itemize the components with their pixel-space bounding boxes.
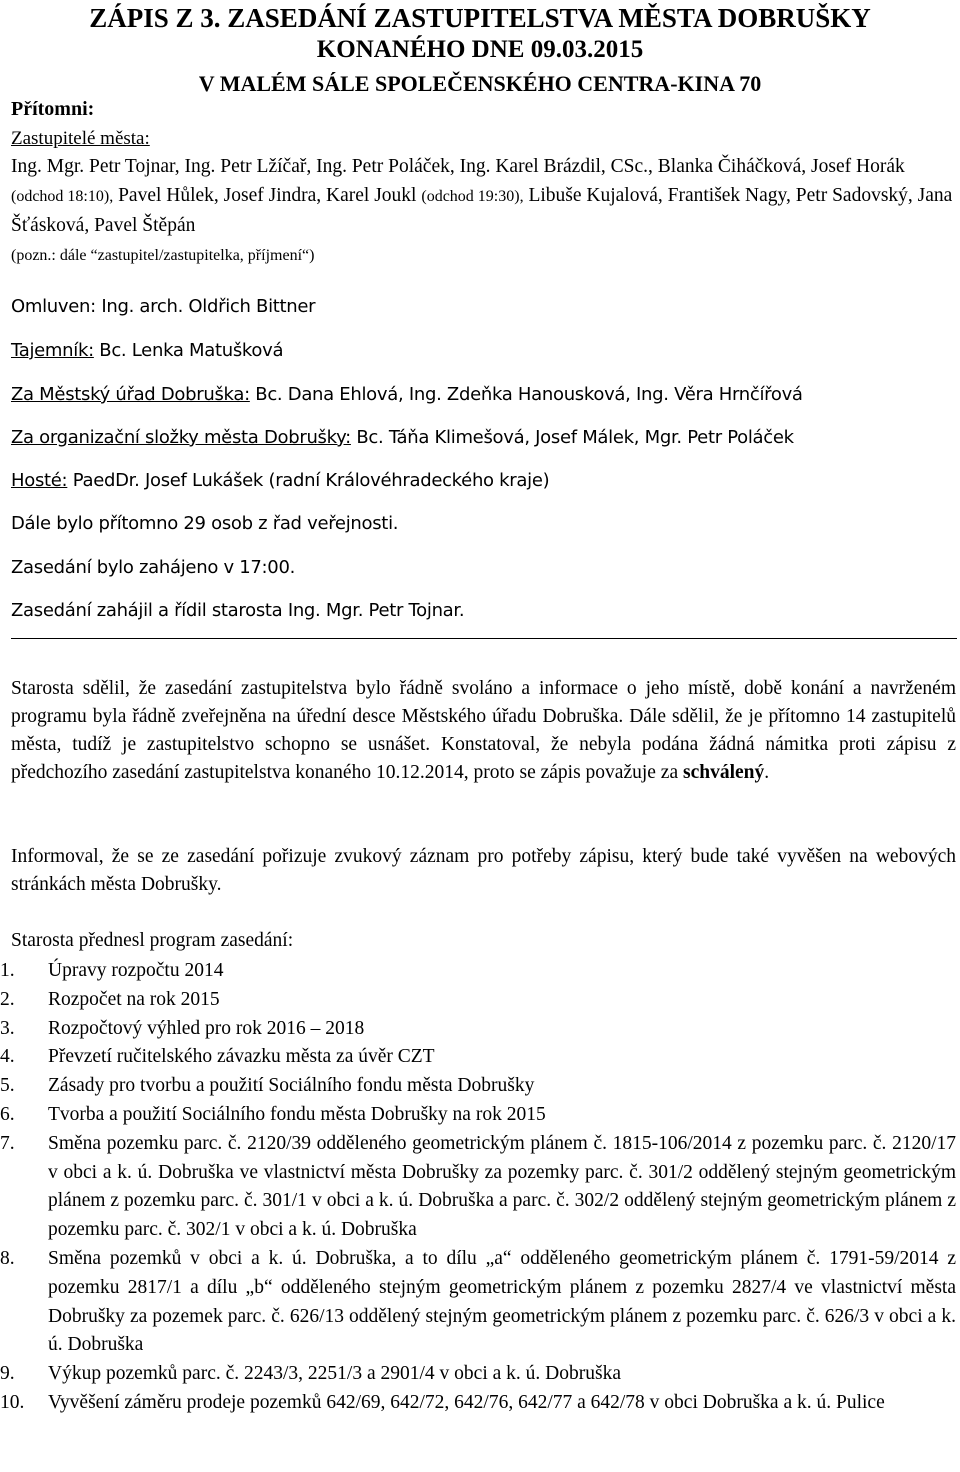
program-item-text: Výkup pozemků parc. č. 2243/3, 2251/3 a 2901/4 v obci a k. ú. Dobruška: [48, 1363, 621, 1385]
secretary-label: Tajemník:: [11, 340, 94, 361]
opening-time: Zasedání bylo zahájeno v 17:00.: [11, 557, 296, 578]
office-label: Za Městský úřad Dobruška:: [11, 384, 250, 405]
document-venue: V MALÉM SÁLE SPOLEČENSKÉHO CENTRA-KINA 70: [198, 71, 762, 96]
program-item: [0, 1245, 956, 1360]
program-item-text: Směna pozemku parc. č. 2120/39 odděleného geometrickým plánem č. 1815-106/2014 z pozemku parc. č. 2120/17 v obci a k. ú. Dobruška ve vlastnictví města Dobrušky za pozemky parc. č. 301/2 oddělený stejným geometrickým plánem z pozemku parc. č. 301/1 v obci a k. ú. Dobruška a parc. č. 302/2 oddělený stejným geometrickým plánem z pozemku parc. č. 302/1 v obci a k. ú. Dobruška: [48, 1132, 956, 1241]
members-part1: Ing. Mgr. Petr Tojnar, Ing. Petr Lžíčař, Ing. Petr Poláček, Ing. Karel Brázdil, CSc., Blanka Čiháčková, Josef Horák: [11, 156, 905, 177]
org-row: [11, 425, 956, 451]
program-item-number: 10.: [0, 1391, 25, 1413]
program-item: [0, 957, 956, 986]
program-item: [0, 1130, 956, 1245]
program-item: [0, 986, 956, 1015]
naming-note: (pozn.: dále “zastupitel/zastupitelka, příjmení“): [11, 247, 315, 264]
members-part3: Libuše Kujalová, František Nagy, Petr Sadovský, Jana Šťásková, Pavel Štěpán: [11, 185, 953, 236]
program-item-number: 2.: [0, 988, 15, 1010]
program-item-number: 8.: [0, 1247, 15, 1269]
program-list: [0, 957, 956, 1418]
approved-keyword: schválený: [683, 762, 765, 783]
guests-row: [11, 468, 956, 494]
excused-row: [11, 294, 956, 320]
section-divider: [11, 638, 957, 639]
program-item: [0, 1072, 956, 1101]
program-item-number: 9.: [0, 1363, 15, 1385]
program-item-number: 4.: [0, 1046, 15, 1068]
org-value: Bc. Táňa Klimešová, Josef Málek, Mgr. Petr Poláček: [356, 427, 794, 448]
program-item: [0, 1101, 956, 1130]
program-item-text: Převzetí ručitelského závazku města za úvěr CZT: [48, 1046, 435, 1068]
document-date: KONANÉHO DNE 09.03.2015: [316, 36, 644, 63]
program-intro: Starosta přednesl program zasedání:: [11, 930, 294, 951]
public-attendance: Dále bylo přítomno 29 osob z řad veřejnosti.: [11, 513, 399, 534]
program-item-number: 3.: [0, 1017, 15, 1039]
paragraph-convening-end: .: [764, 762, 770, 783]
secretary-row: [11, 338, 956, 364]
program-item: [0, 1043, 956, 1072]
excused-label: Omluven:: [11, 296, 96, 317]
program-item: [0, 1360, 956, 1389]
program-item-text: Vyvěšení záměru prodeje pozemků 642/69, 642/72, 642/76, 642/77 a 642/78 v obci Dobruška a k. ú. Pulice: [48, 1391, 885, 1413]
guests-label: Hosté:: [11, 470, 68, 491]
org-label: Za organizační složky města Dobrušky:: [11, 427, 351, 448]
excused-value: Ing. arch. Oldřich Bittner: [101, 296, 316, 317]
program-item-text: Směna pozemků v obci a k. ú. Dobruška, a to dílu „a“ odděleného geometrickým plánem č. 1791-59/2014 z pozemku 2817/1 a dílu „b“ odděleného stejným geometrickým plánem z pozemku 2827/4 ve vlastnictví města Dobrušky za pozemek parc. č. 626/13 oddělený stejným geometrickým plánem z pozemku parc. č. 626/3 v obci a k. ú. Dobruška: [48, 1247, 956, 1356]
program-item-text: Úpravy rozpočtu 2014: [48, 960, 224, 981]
program-item-text: Rozpočet na rok 2015: [48, 988, 220, 1010]
departure-note-2: (odchod 19:30),: [421, 188, 524, 205]
program-item-number: 6.: [0, 1103, 15, 1125]
program-item-text: Zásady pro tvorbu a použití Sociálního fondu města Dobrušky: [48, 1075, 535, 1097]
paragraph-convening: [11, 675, 956, 787]
office-row: [11, 382, 956, 408]
program-item-number: 5.: [0, 1075, 15, 1097]
office-value: Bc. Dana Ehlová, Ing. Zdeňka Hanousková, Ing. Věra Hrnčířová: [255, 384, 803, 405]
council-members: [11, 152, 956, 270]
paragraph-recording: Informoval, že se ze zasedání pořizuje zvukový záznam pro potřeby zápisu, který bude také vyvěšen na webových stránkách města Dobrušky.: [11, 846, 956, 895]
present-heading: Přítomni:: [11, 98, 95, 120]
program-item-text: Tvorba a použití Sociálního fondu města Dobrušky na rok 2015: [48, 1103, 546, 1125]
council-heading: Zastupitelé města:: [11, 128, 150, 149]
chair-statement: Zasedání zahájil a řídil starosta Ing. Mgr. Petr Tojnar.: [11, 600, 465, 621]
paragraph-convening-text: Starosta sdělil, že zasedání zastupitelstva bylo řádně svoláno a informace o jeho místě, době konání a navrženém programu byla řádně zveřejněna na úřední desce Městského úřadu Dobruška. Dále sdělil, že je přítomno 14 zastupitelů města, tudíž je zastupitelstvo schopno se usnášet. Konstatoval, že nebyla podána žádná námitka proti zápisu z předchozího zasedání zastupitelstva konaného 10.12.2014, proto se zápis považuje za: [11, 678, 956, 783]
program-item-number: 1.: [0, 960, 15, 981]
members-part2: Pavel Hůlek, Josef Jindra, Karel Joukl: [118, 185, 417, 206]
secretary-value: Bc. Lenka Matušková: [99, 340, 284, 361]
document-title: ZÁPIS Z 3. ZASEDÁNÍ ZASTUPITELSTVA MĚSTA DOBRUŠKY: [89, 3, 871, 33]
guests-value: PaedDr. Josef Lukášek (radní Královéhradeckého kraje): [72, 470, 550, 491]
program-item-text: Rozpočtový výhled pro rok 2016 – 2018: [48, 1017, 365, 1039]
program-item: [0, 1015, 956, 1044]
program-item: [0, 1389, 956, 1418]
program-item-number: 7.: [0, 1132, 15, 1154]
departure-note-1: (odchod 18:10),: [11, 188, 114, 205]
